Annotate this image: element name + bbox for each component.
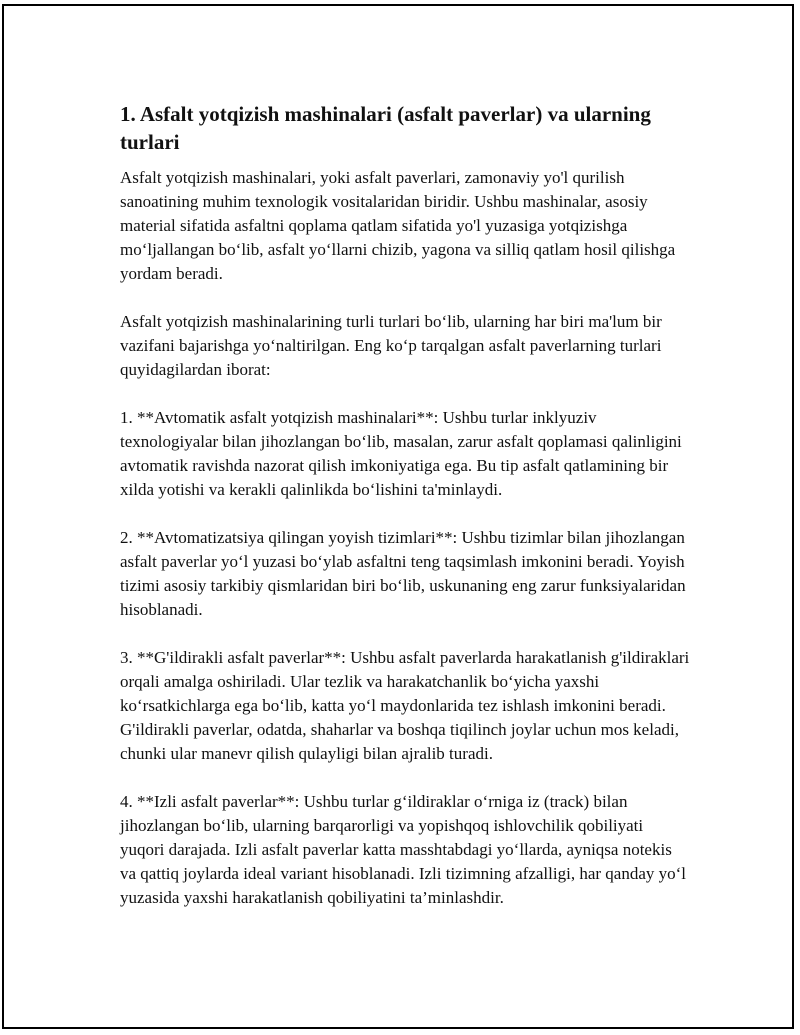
paragraph-intro: Asfalt yotqizish mashinalari, yoki asfalt paverlari, zamonaviy yo'l qurilish sanoatining muhim texnologik vositalaridan biridir. Ushbu mashinalar, asosiy material sifatida asfaltni qoplama qatlam sifatida yo'l yuzasiga yotqizishga mo‘ljallangan bo‘lib, asfalt yo‘llarni chizib, yagona va silliq qatlam hosil qilishga yordam beradi. [120,168,676,283]
paragraph-types-overview: Asfalt yotqizish mashinalarining turli turlari bo‘lib, ularning har biri ma'lum bir vazifani bajarishga yo‘naltirilgan. Eng ko‘p tarqalgan asfalt paverlarning turlari quyidagilardan iborat: [120,312,662,379]
paragraph-item-2: 2. **Avtomatizatsiya qilingan yoyish tizimlari**: Ushbu tizimlar bilan jihozlangan asfalt paverlar yo‘l yuzasi bo‘ylab asfaltni teng taqsimlash imkonini beradi. Yoyish tizimi asosiy tarkibiy qismlaridan biri bo‘lib, uskunaning eng zarur funksiyalaridan hisoblanadi. [120,528,686,619]
section-heading: 1. Asfalt yotqizish mashinalari (asfalt paverlar) va ularning turlari [120,102,651,154]
paragraph-item-4: 4. **Izli asfalt paverlar**: Ushbu turlar g‘ildiraklar o‘rniga iz (track) bilan jihozlangan bo‘lib, ularning barqarorligi va yopishqoq ishlovchilik qobiliyati yuqori darajada. Izli asfalt paverlar katta masshtabdagi yo‘llarda, ayniqsa notekis va qattiq joylarda ideal variant hisoblanadi. Izli tizimning afzalligi, har qanday yo‘l yuzasida yaxshi harakatlanish qobiliyatini ta’minlashdir. [120,792,687,907]
document-body [120,100,690,934]
document-page [2,4,794,1029]
paragraph-item-3: 3. **G'ildirakli asfalt paverlar**: Ushbu asfalt paverlarda harakatlanish g'ildiraklari orqali amalga oshiriladi. Ular tezlik va harakatchanlik bo‘yicha yaxshi ko‘rsatkichlarga ega bo‘lib, katta yo‘l maydonlarida tez ishlash imkonini beradi. G'ildirakli paverlar, odatda, shaharlar va boshqa tiqilinch joylar uchun mos keladi, chunki ular manevr qilish qulayligi bilan ajralib turadi. [120,648,690,763]
paragraph-item-1: 1. **Avtomatik asfalt yotqizish mashinalari**: Ushbu turlar inklyuziv texnologiyalar bilan jihozlangan bo‘lib, masalan, zarur asfalt qoplamasi qalinligini avtomatik ravishda nazorat qilish imkoniyatiga ega. Bu tip asfalt qatlamining bir xilda yotishi va kerakli qalinlikda bo‘lishini ta'minlaydi. [120,408,682,499]
